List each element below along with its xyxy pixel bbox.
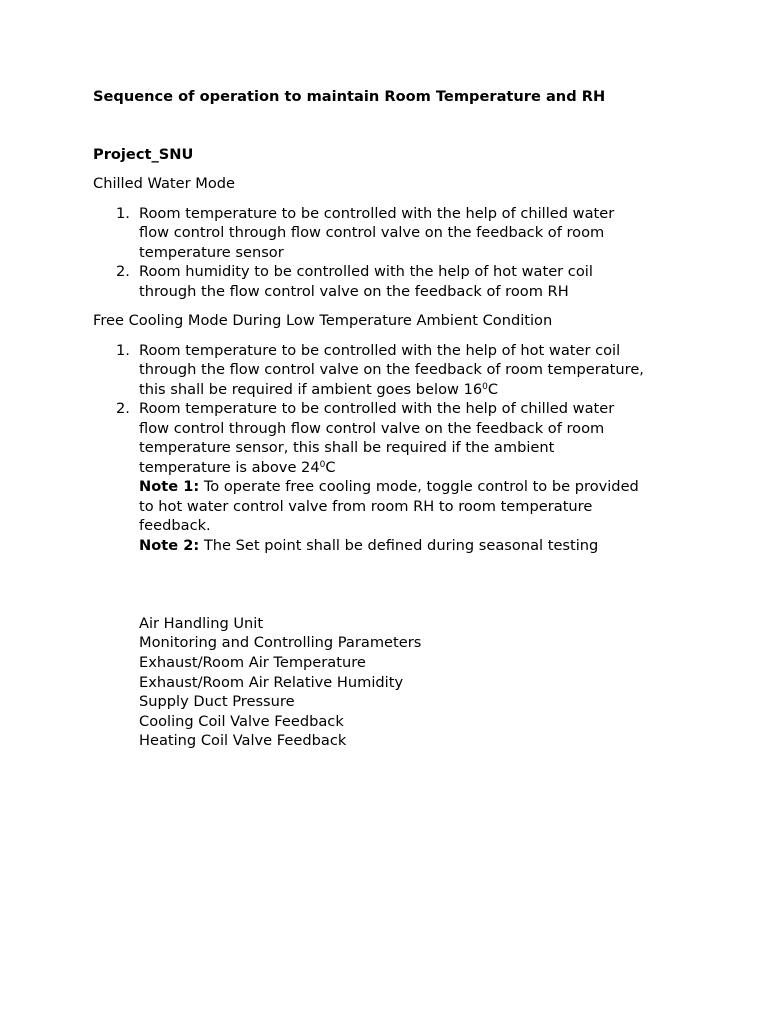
ahu-list-item: Monitoring and Controlling Parameters: [139, 634, 422, 651]
list-item-line: Room humidity to be controlled with the help of hot water coil: [139, 263, 593, 280]
list-item-line: through the flow control valve on the feedback of room temperature,: [139, 361, 644, 378]
line-text: temperature is above 24: [139, 459, 320, 476]
note-2-label: Note 2:: [139, 537, 200, 554]
note-1-line: feedback.: [139, 517, 211, 534]
chilled-water-mode-heading: Chilled Water Mode: [93, 175, 236, 192]
document-title: Sequence of operation to maintain Room Temperature and RH: [93, 88, 606, 105]
line-text: this shall be required if ambient goes below 16: [139, 381, 483, 398]
list-item-line: through the flow control valve on the feedback of room RH: [139, 283, 569, 300]
list-item-line: temperature sensor, this shall be required if the ambient: [139, 439, 555, 456]
list-item-line: temperature sensor: [139, 244, 284, 261]
ahu-list-item: Cooling Coil Valve Feedback: [139, 713, 344, 730]
degree-superscript: 0: [482, 382, 488, 392]
list-item-number: 1.: [116, 205, 130, 222]
note-2-text: The Set point shall be defined during seasonal testing: [199, 537, 599, 554]
note-1-label: Note 1:: [139, 478, 200, 495]
note-1-line: to hot water control valve from room RH to room temperature: [139, 498, 593, 515]
unit-text: C: [325, 459, 336, 476]
degree-superscript: 0: [319, 460, 326, 470]
unit-text: C: [487, 381, 499, 398]
list-item-line: Room temperature to be controlled with the help of chilled water: [139, 205, 615, 222]
note-2: [139, 536, 598, 556]
ahu-list-item: Air Handling Unit: [139, 615, 264, 632]
ahu-list-item: Exhaust/Room Air Temperature: [139, 654, 366, 671]
list-item-line: flow control through flow control valve on the feedback of room: [139, 224, 605, 241]
list-item-line: [139, 458, 336, 478]
free-cooling-mode-heading: Free Cooling Mode During Low Temperature Ambient Condition: [93, 312, 553, 329]
list-item-line: [139, 380, 498, 400]
note-1: [139, 477, 639, 497]
ahu-list-item: Heating Coil Valve Feedback: [139, 732, 347, 749]
project-name: Project_SNU: [93, 146, 194, 163]
list-item-number: 1.: [116, 342, 130, 359]
ahu-list-item: Supply Duct Pressure: [139, 693, 295, 710]
list-item-line: Room temperature to be controlled with the help of chilled water: [139, 400, 615, 417]
list-item-number: 2.: [116, 263, 130, 280]
list-item-number: 2.: [116, 400, 130, 417]
list-item-line: Room temperature to be controlled with the help of hot water coil: [139, 342, 621, 359]
ahu-list-item: Exhaust/Room Air Relative Humidity: [139, 674, 404, 691]
list-item-line: flow control through flow control valve on the feedback of room: [139, 420, 605, 437]
note-1-text: To operate free cooling mode, toggle control to be provided: [199, 478, 639, 495]
